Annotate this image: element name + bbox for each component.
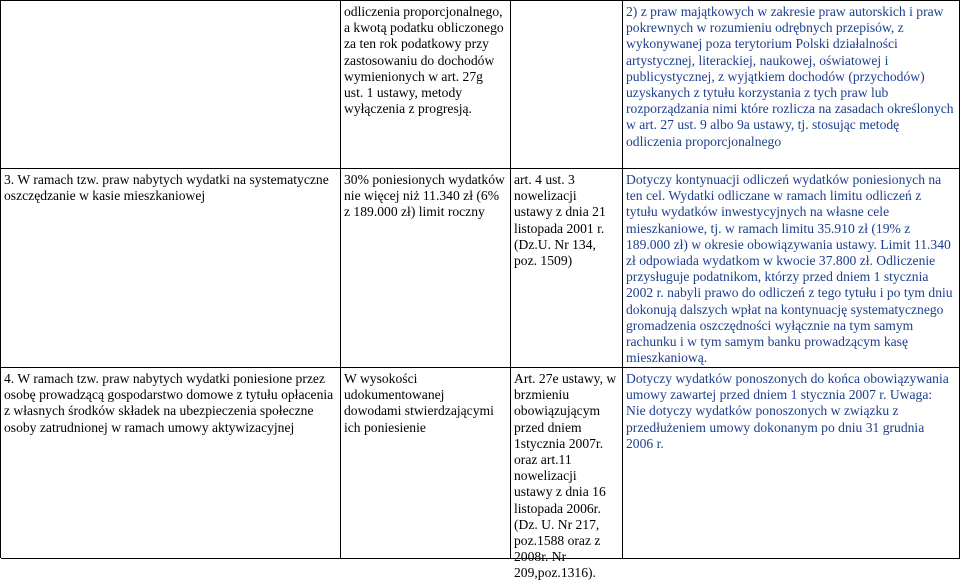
row2-title-cell: 3. W ramach tzw. praw nabytych wydatki na systematyczne oszczędzanie w kasie mieszkaniowej (1, 169, 341, 368)
row3-amount-cell: W wysokości udokumentowanej dowodami stwierdzającymi ich poniesienie (341, 368, 511, 559)
row3-title-cell: 4. W ramach tzw. praw nabytych wydatki poniesione przez osobę prowadzącą gospodarstwo domowe z tytułu opłacenia z własnych środków składek na ubezpieczenia społeczne osoby zatrudnionej w ramach umowy aktywizacyjnej (1, 368, 341, 559)
row1-legal-basis-cell (511, 1, 623, 169)
row3-legal-basis-cell: Art. 27e ustawy, w brzmieniu obowiązującym przed dniem 1stycznia 2007r. oraz art.11 nowelizacji ustawy z dnia 16 listopada 2006r.(Dz. U. Nr 217, poz.1588 oraz z 2008r. Nr 209,poz.1316). (511, 368, 623, 559)
row1-notes-cell: 2) z praw majątkowych w zakresie praw autorskich i praw pokrewnych w rozumieniu odrębnych przepisów, z wykonywanej poza terytorium Polski działalności artystycznej, literackiej, naukowej, oświatowej i publicystycznej, z wyjątkiem dochodów (przychodów) uzyskanych z tytułu korzystania z tych praw lub rozporządzania nimi które rozlicza na zasadach określonych w art. 27 ust. 9 albo 9a ustawy, tj. stosując metodę odliczenia proporcjonalnego (623, 1, 960, 169)
row1-amount-cell: odliczenia proporcjonalnego, a kwotą podatku obliczonego za ten rok podatkowy przy zastosowaniu do dochodów wymienionych w art. 27g ust. 1 ustawy, metody wyłączenia z progresją. (341, 1, 511, 169)
row3-notes-cell: Dotyczy wydatków ponoszonych do końca obowiązywania umowy zawartej przed dniem 1 stycznia 2007 r. Uwaga: Nie dotyczy wydatków ponoszonych w związku z przedłużeniem umowy dokonanym po dniu 31 grudnia 2006 r. (623, 368, 960, 559)
row2-legal-basis-cell: art. 4 ust. 3 nowelizacji ustawy z dnia 21 listopada 2001 r. (Dz.U. Nr 134, poz. 1509) (511, 169, 623, 368)
row2-notes-cell: Dotyczy kontynuacji odliczeń wydatków poniesionych na ten cel. Wydatki odliczane w ramach limitu odliczeń z tytułu wydatków inwestycyjnych na własne cele mieszkaniowe, tj. w ramach limitu 35.910 zł (19% z 189.000 zł) w okresie obowiązywania ustawy. Limit 11.340 zł odpowiada wydatkom w kwocie 37.800 zł. Odliczenie przysługuje podatnikom, którzy przed dniem 1 stycznia 2002 r. nabyli prawo do odliczeń z tego tytułu i po tym dniu dokonują dalszych wpłat na kontynuację systematycznego gromadzenia oszczędności wyłącznie na tym samym rachunku i w tym samym banku prowadzącym kasę mieszkaniową. (623, 169, 960, 368)
row2-amount-cell: 30% poniesionych wydatków nie więcej niż 11.340 zł (6% z 189.000 zł) limit roczny (341, 169, 511, 368)
row1-title-cell (1, 1, 341, 169)
